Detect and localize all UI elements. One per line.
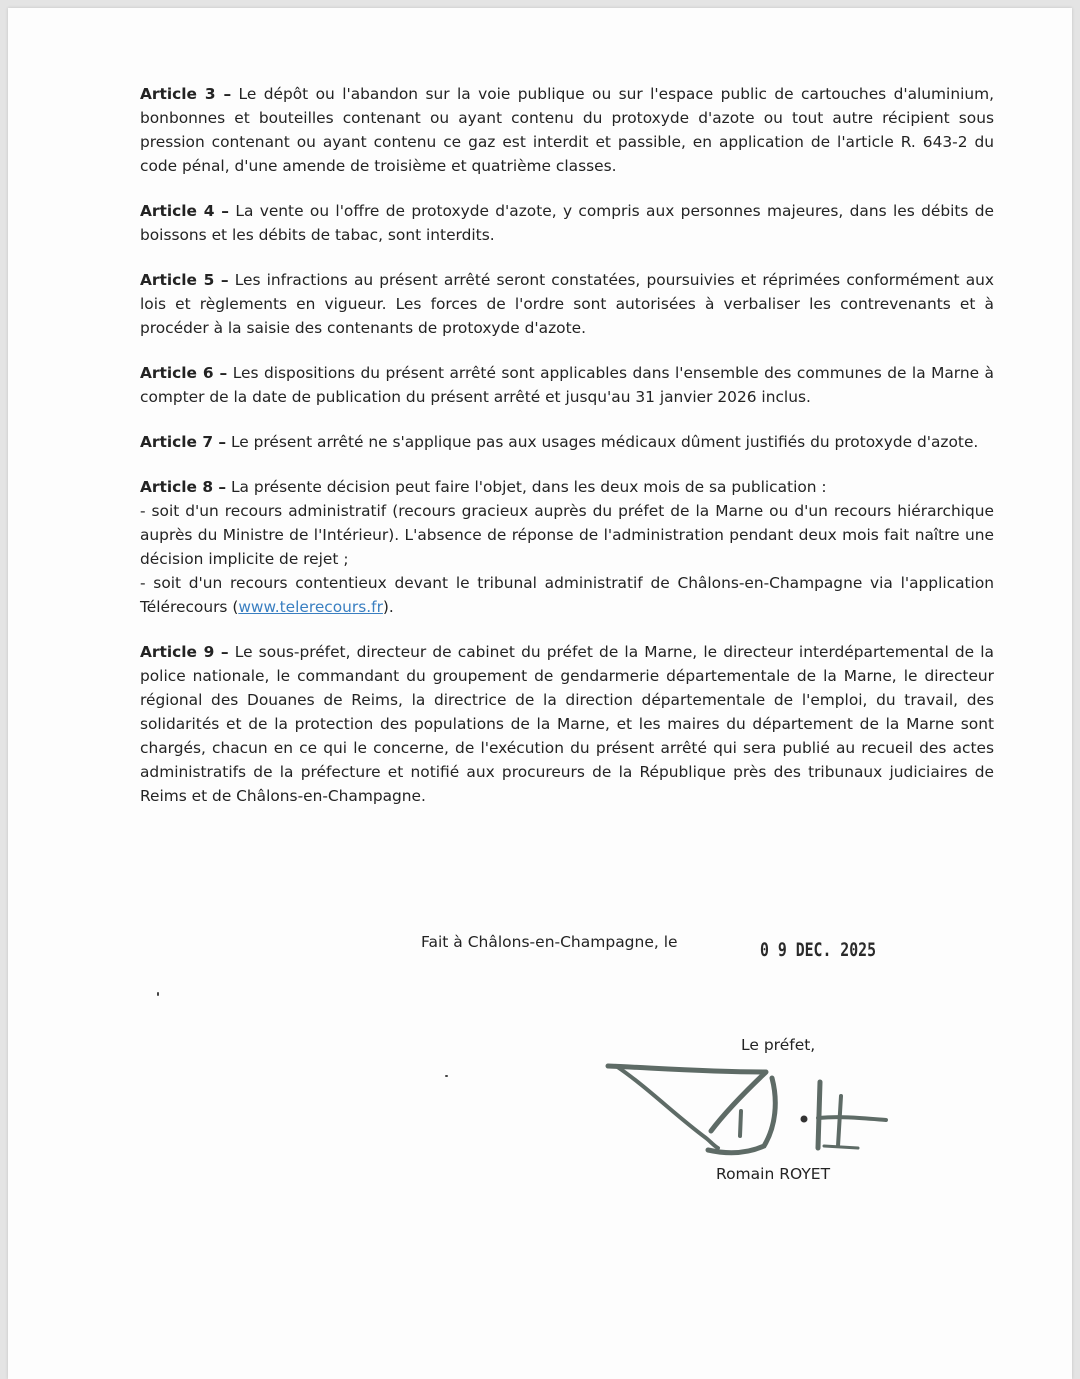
article-6 [140,361,994,409]
place-of-signature: Fait à Châlons-en-Champagne, le [421,933,678,951]
article-label: Article 6 – [140,364,228,382]
article-label: Article 4 – [140,202,230,220]
article-text: Le dépôt ou l'abandon sur la voie publique ou sur l'espace public de cartouches d'aluminium, bonbonnes et bouteilles contenant ou ayant contenu du protoxyde d'azote ou tout autre récipient sous pression contenant ou ayant contenu ce gaz est interdit et passible, en application de l'article R. 643-2 du code pénal, d'une amende de troisième et quatrième classes. [140,85,994,175]
article-3 [140,82,994,178]
article-label: Article 5 – [140,271,229,289]
article-label: Article 3 – [140,85,232,103]
telerecours-link[interactable]: www.telerecours.fr [238,598,383,616]
article-text: La vente ou l'offre de protoxyde d'azote, y compris aux personnes majeures, dans les débits de boissons et les débits de tabac, sont interdits. [140,202,995,244]
article-9 [140,640,994,808]
handwritten-signature [596,1056,896,1166]
signer-title: Le préfet, [741,1036,816,1054]
article-text: Les dispositions du présent arrêté sont applicables dans l'ensemble des communes de la Marne à compter de la date de publication du présent arrêté et jusqu'au 31 janvier 2026 inclus. [140,364,994,406]
recourse-contentious: - soit d'un recours contentieux devant le tribunal administratif de Châlons-en-Champagne via l'application Télérecours ( [140,574,994,616]
scan-speck [445,1075,448,1077]
article-intro: La présente décision peut faire l'objet, dans les deux mois de sa publication : [226,478,827,496]
date-stamp: 0 9 DEC. 2025 [760,939,877,961]
article-5 [140,268,994,340]
article-label: Article 9 – [140,643,229,661]
article-7 [140,430,994,454]
document-page [8,8,1072,1379]
scan-speck [157,992,159,996]
article-label: Article 8 – [140,478,227,496]
article-text: Le présent arrêté ne s'applique pas aux usages médicaux dûment justifiés du protoxyde d'azote. [226,433,979,451]
article-text: Le sous-préfet, directeur de cabinet du préfet de la Marne, le directeur interdépartemental de la police nationale, le commandant du groupement de gendarmerie départementale de la Marne, le directeur régional des Douanes de Reims, la directrice de la direction départementale de l'emploi, du travail, des solidarités et de la protection des populations de la Marne, et les maires du département de la Marne sont chargés, chacun en ce qui le concerne, de l'exécution du présent arrêté qui sera publié au recueil des actes administratifs de la préfecture et notifié aux procureurs de la République près des tribunaux judiciaires de Reims et de Châlons-en-Champagne. [140,643,994,805]
article-4 [140,199,994,247]
articles-body [140,82,994,829]
article-text: Les infractions au présent arrêté seront constatées, poursuivies et réprimées conformément aux lois et règlements en vigueur. Les forces de l'ordre sont autorisées à verbaliser les contrevenants et à procéder à la saisie des contenants de protoxyde d'azote. [140,271,994,337]
article-8 [140,475,994,619]
signer-name: Romain ROYET [716,1165,831,1183]
recourse-administrative: - soit d'un recours administratif (recours gracieux auprès du préfet de la Marne ou d'un recours hiérarchique auprès du Ministre de l'Intérieur). L'absence de réponse de l'administration pendant deux mois fait naître une décision implicite de rejet ; [140,502,994,568]
article-label: Article 7 – [140,433,227,451]
recourse-end: ). [382,598,394,616]
